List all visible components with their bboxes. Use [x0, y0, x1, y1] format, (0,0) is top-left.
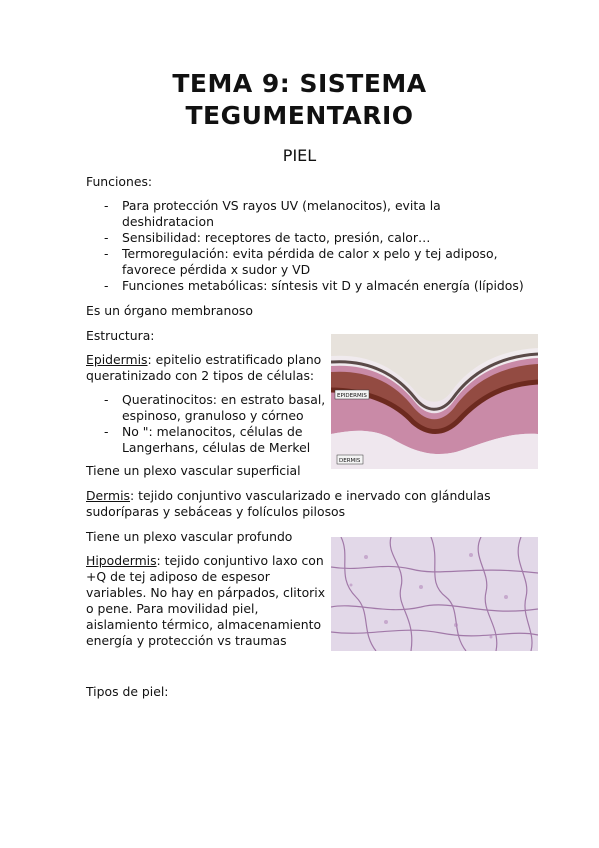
list-item: - Para protección VS rayos UV (melanocitos), evita la	[104, 198, 524, 214]
list-item-text: espinoso, granuloso y córneo	[122, 408, 304, 423]
list-item-continuation	[104, 408, 325, 424]
hipodermis-line-5: aislamiento térmico, almacenamiento	[86, 617, 322, 632]
hipodermis-line-6: energía y protección vs traumas	[86, 633, 287, 648]
section-subtitle: PIEL	[282, 146, 317, 165]
funciones-heading: Funciones:	[86, 174, 153, 189]
funciones-list	[104, 198, 524, 294]
epidermis-histology-graphic	[331, 334, 538, 469]
plexo-profundo-text: Tiene un plexo vascular profundo	[86, 529, 293, 544]
plexo-superficial-text: Tiene un plexo vascular superficial	[86, 463, 301, 478]
list-item: - Queratinocitos: en estrato basal,	[104, 392, 325, 408]
list-item: - Termoregulación: evita pérdida de calor x pelo y tej adiposo,	[104, 246, 524, 262]
list-item-text: favorece pérdida x sudor y VD	[122, 262, 311, 277]
epidermis-desc: : epitelio estratificado plano	[147, 352, 322, 367]
hipodermis-term: Hipodermis	[86, 553, 157, 568]
dermis-desc: : tejido conjuntivo vascularizado e inervado con glándulas	[130, 488, 491, 503]
epidermis-term: Epidermis	[86, 352, 148, 367]
title-line-1: TEMA 9: SISTEMA	[172, 69, 427, 98]
hipodermis-histology-image	[331, 537, 538, 651]
page-title	[0, 68, 599, 132]
hipodermis-line-2: +Q de tej adiposo de espesor	[86, 569, 270, 584]
list-item-continuation	[104, 262, 524, 278]
hipodermis-line-1	[86, 553, 324, 569]
hipodermis-line-3: variables. No hay en párpados, clitorix	[86, 585, 326, 600]
list-item: - Funciones metabólicas: síntesis vit D y almacén energía (lípidos)	[104, 278, 524, 294]
list-item-continuation	[104, 440, 325, 456]
dermis-line-1	[86, 488, 491, 504]
title-line-2: TEGUMENTARIO	[185, 101, 414, 130]
list-item-text: deshidratacion	[122, 214, 214, 229]
list-item-continuation	[104, 214, 524, 230]
dermis-line-2: sudoríparas y sebáceas y folículos pilosos	[86, 504, 346, 519]
dermis-image-label: DERMIS	[339, 458, 361, 464]
epidermis-histology-image	[331, 334, 538, 469]
list-item-text: Langerhans, células de Merkel	[122, 440, 311, 455]
organo-text: Es un órgano membranoso	[86, 303, 253, 318]
estructura-heading: Estructura:	[86, 328, 155, 343]
epidermis-image-label: EPIDERMIS	[337, 393, 367, 399]
hipodermis-histology-graphic	[331, 537, 538, 651]
tipos-de-piel-heading: Tipos de piel:	[86, 684, 169, 699]
list-item: - No ": melanocitos, células de	[104, 424, 325, 440]
epidermis-line-1	[86, 352, 321, 368]
hipodermis-line-4: o pene. Para movilidad piel,	[86, 601, 259, 616]
list-item: - Sensibilidad: receptores de tacto, presión, calor…	[104, 230, 524, 246]
epidermis-list	[104, 392, 325, 456]
hipodermis-desc: : tejido conjuntivo laxo con	[156, 553, 324, 568]
dermis-term: Dermis	[86, 488, 131, 503]
epidermis-line-2: queratinizado con 2 tipos de células:	[86, 368, 315, 383]
